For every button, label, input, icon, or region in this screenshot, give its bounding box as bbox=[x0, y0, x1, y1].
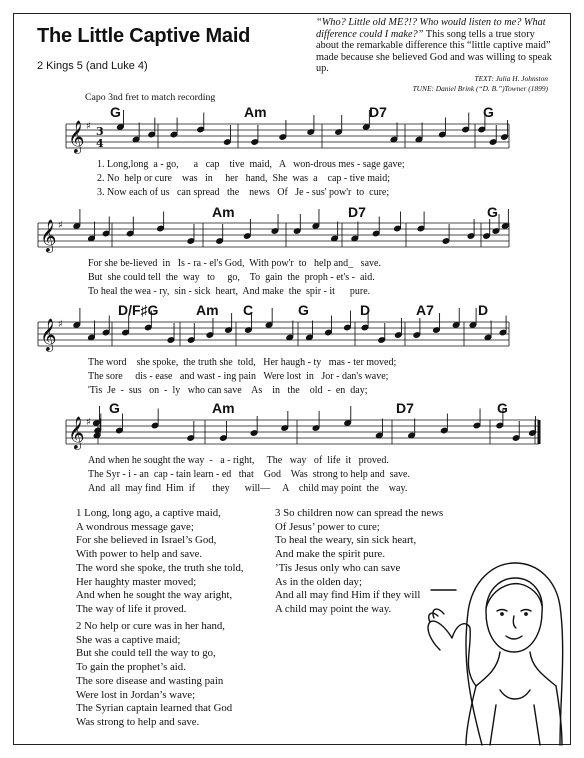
verse-line: Of Jesus’ power to cure; bbox=[275, 520, 380, 533]
lyric-line: 'Tis Je - sus on - ly who can save As in the old - en day; bbox=[88, 385, 368, 396]
lyric-line: But she could tell the way to go, To gain the proph - et's - aid. bbox=[88, 272, 375, 283]
treble-clef-icon: 𝄞 bbox=[40, 219, 57, 252]
chord: A7 bbox=[416, 302, 434, 318]
verse-line: The way of life it proved. bbox=[76, 602, 187, 615]
capo-note: Capo 3nd fret to match recording bbox=[85, 92, 216, 103]
sharp-icon: ♯ bbox=[86, 121, 91, 132]
chord: Am bbox=[244, 104, 267, 120]
verse-line: ’Tis Jesus only who can save bbox=[275, 561, 401, 574]
verse-line: And when he sought the way aright, bbox=[76, 589, 233, 602]
lyric-line: To heal the wea - ry, sin - sick heart, And make the spir - it pure. bbox=[88, 286, 371, 297]
chord: C bbox=[243, 302, 254, 318]
intro-text: This song tells a true story about the remarkable difference this “little captive maid” made because she believed God and was willing to speak up. bbox=[316, 28, 552, 74]
treble-clef-icon: 𝄞 bbox=[68, 120, 85, 153]
time-signature: 4 bbox=[96, 137, 104, 150]
lyric-line: The Syr - i - an cap - tain learn - ed that God Was strong to help and save. bbox=[88, 469, 410, 480]
lyric-line: 2. No help or cure was in her hand, She was a cap - tive maid; bbox=[97, 173, 390, 184]
head-covering bbox=[466, 563, 563, 745]
chord: G bbox=[487, 204, 498, 220]
chord: D/F♯G bbox=[118, 302, 159, 318]
verse-line: For she believed in Israel’s God, bbox=[76, 534, 217, 547]
chord: D7 bbox=[369, 104, 387, 120]
verse-line: Her haughty master moved; bbox=[76, 575, 197, 588]
verse-line: To heal the weary, sin sick heart, bbox=[275, 534, 417, 547]
lyric-line: The word she spoke, the truth she told, Her haugh - ty mas - ter moved; bbox=[88, 357, 397, 368]
intro-quote: “Who? Little old ME?!? Who would listen to me? What difference could I make?” bbox=[316, 17, 546, 40]
lyric-line: 1. Long,long a - go, a cap tive maid, A won-drous mes - sage gave; bbox=[97, 159, 405, 170]
chord: G bbox=[298, 302, 309, 318]
chord: D7 bbox=[348, 204, 366, 220]
sharp-icon: ♯ bbox=[58, 319, 63, 330]
verse-line: 1 Long, long ago, a captive maid, bbox=[76, 507, 221, 519]
chord: G bbox=[109, 400, 120, 416]
verse-line: To gain the prophet’s aid. bbox=[76, 661, 186, 674]
treble-clef-icon: 𝄞 bbox=[40, 318, 57, 351]
time-signature: 3 bbox=[96, 125, 104, 138]
verse-line: The word she spoke, the truth she told, bbox=[76, 561, 244, 574]
raised-hand bbox=[428, 621, 476, 686]
verse-line: With power to help and save. bbox=[76, 548, 203, 561]
verse-line: 2 No help or cure was in her hand, bbox=[76, 620, 226, 632]
chord: G bbox=[497, 400, 508, 416]
lyric-line: For she be-lieved in Is - ra - el's God, With pow'r to help and_ save. bbox=[88, 258, 381, 269]
chord: D bbox=[360, 302, 371, 318]
text-credit: TEXT: Julia H. Johnston bbox=[474, 74, 548, 83]
chord: G bbox=[110, 104, 121, 120]
chord: Am bbox=[212, 400, 235, 416]
lyric-line: And when he sought the way - a - right, The way of life it proved. bbox=[88, 455, 389, 466]
sharp-icon: ♯ bbox=[58, 220, 63, 231]
verse-line: Was strong to help and save. bbox=[76, 715, 200, 728]
verse-line: But she could tell the way to go, bbox=[76, 647, 216, 660]
song-title: The Little Captive Maid bbox=[37, 25, 251, 47]
chord: G bbox=[483, 104, 494, 120]
face bbox=[486, 578, 542, 652]
tune-credit: TUNE: Daniel Brink (“D. B.”)Towner (1899) bbox=[412, 84, 548, 93]
scripture-reference: 2 Kings 5 (and Luke 4) bbox=[37, 60, 148, 72]
chord: Am bbox=[212, 204, 235, 220]
verse-line: 3 So children now can spread the news bbox=[275, 507, 444, 519]
sharp-icon: ♯ bbox=[86, 417, 91, 428]
chord: Am bbox=[196, 302, 219, 318]
verse-line: As in the olden day; bbox=[275, 575, 362, 588]
captive-maid-illustration bbox=[428, 563, 563, 745]
verse-line: And make the spirit pure. bbox=[275, 548, 386, 561]
chord: D7 bbox=[396, 400, 414, 416]
verse-line: The sore disease and wasting pain bbox=[76, 674, 224, 687]
treble-clef-icon: 𝄞 bbox=[68, 416, 85, 449]
lyric-line: And all may find Him if they will— A child may point the way. bbox=[88, 483, 408, 494]
verse-line: A child may point the way. bbox=[275, 602, 392, 615]
chord: D bbox=[478, 302, 489, 318]
verse-line: And all may find Him if they will bbox=[275, 589, 421, 602]
verse-line: The Syrian captain learned that God bbox=[76, 702, 233, 715]
lyric-line: 3. Now each of us can spread the news Of Je - sus' pow'r to cure; bbox=[97, 187, 390, 198]
lyric-line: The sore dis - ease and wast - ing pain Were lost in Jor - dan's wave; bbox=[88, 371, 389, 382]
verse-line: Were lost in Jordan’s wave; bbox=[76, 688, 196, 701]
verse-line: She was a captive maid; bbox=[76, 633, 181, 646]
verse-line: A wondrous message gave; bbox=[76, 520, 194, 533]
